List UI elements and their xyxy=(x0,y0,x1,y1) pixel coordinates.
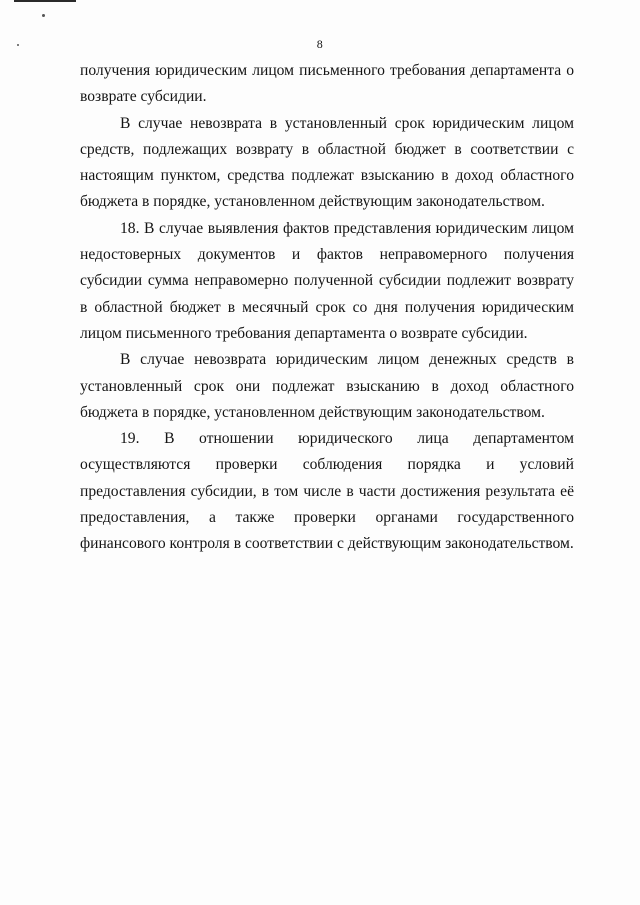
paragraph-item-18: 18. В случае выявления фактов представления юридическим лицом недостоверных документов и фактов неправомерного получения субсидии сумма неправомерно полученной субсидии подлежит возврату в областной бюджет в месячный срок со дня получения юридическим лицом письменного требования департамента о возврате субсидии. xyxy=(80,219,574,342)
paragraph-continuation: получения юридическим лицом письменного требования департамента о возврате субсидии. xyxy=(80,62,574,106)
scan-speck xyxy=(42,14,45,17)
scan-edge-mark xyxy=(14,0,76,2)
document-body xyxy=(80,58,574,558)
paragraph: В случае невозврата в установленный срок юридическим лицом средств, подлежащих возврату в областной бюджет в соответствии с настоящим пунктом, средства подлежат взысканию в доход областного бюджета в порядке, установленном действующим законодательством. xyxy=(80,114,574,211)
paragraph: В случае невозврата юридическим лицом денежных средств в установленный срок они подлежат взысканию в доход областного бюджета в порядке, установленном действующим законодательством. xyxy=(80,351,574,421)
paragraph-item-19: 19. В отношении юридического лица департаментом осуществляются проверки соблюдения порядка и условий предоставления субсидии, в том числе в части достижения результата её предоставления, а также проверки органами государственного финансового контроля в соответствии с действующим законодательством. xyxy=(80,430,574,553)
page-number: 8 xyxy=(316,37,324,51)
